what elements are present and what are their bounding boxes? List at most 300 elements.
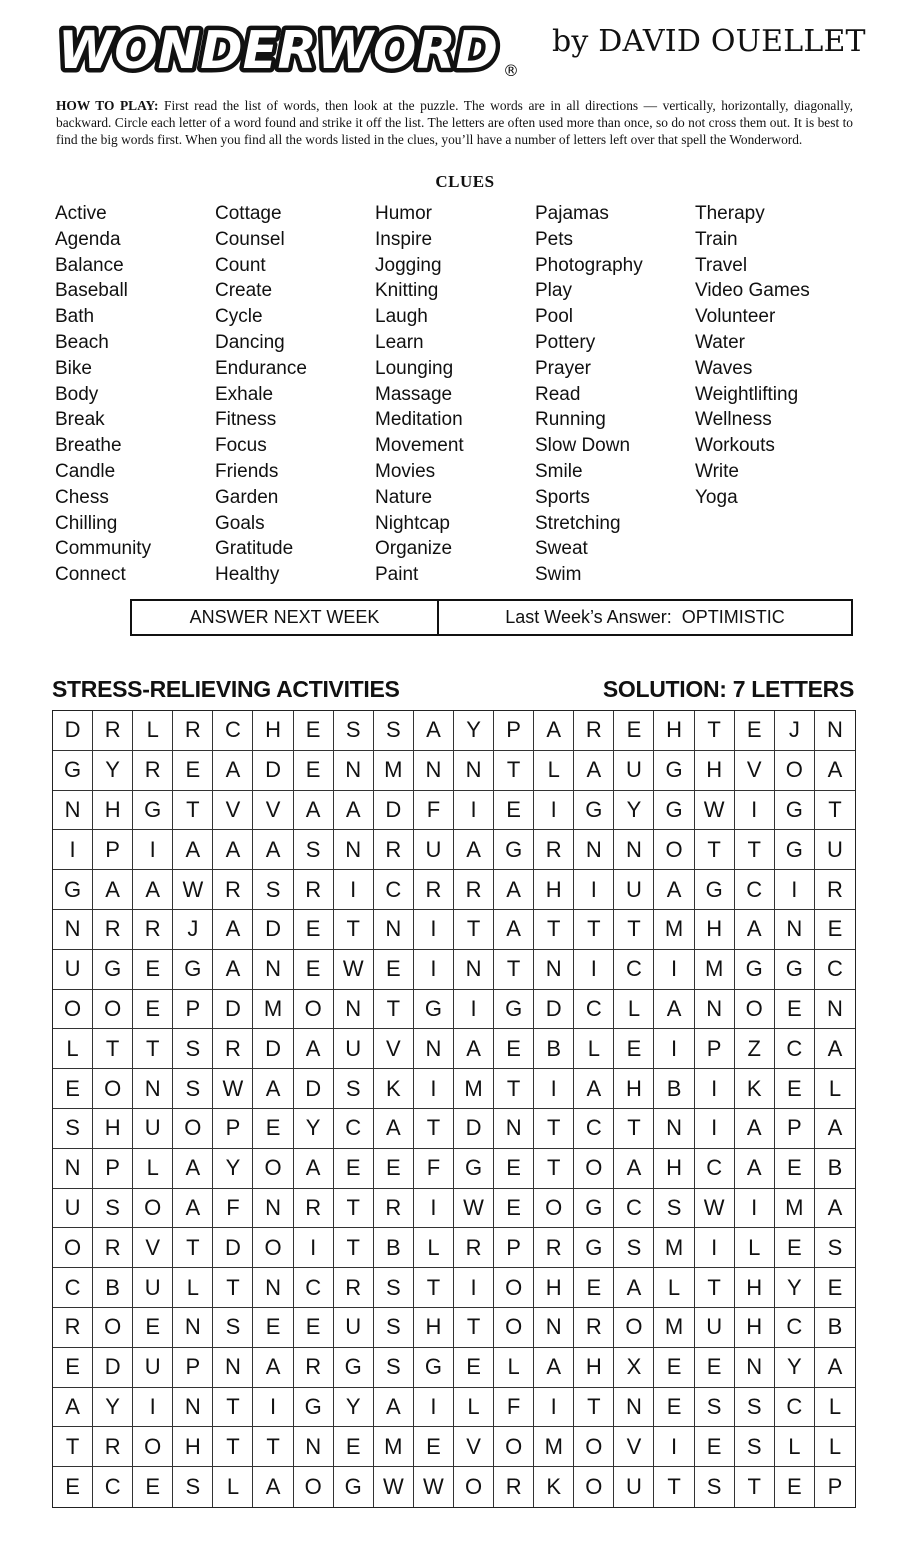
clue-word[interactable]: Swim [535,564,582,586]
grid-cell[interactable]: F [414,791,454,831]
grid-cell[interactable]: T [334,910,374,950]
grid-cell[interactable]: S [374,1348,414,1388]
grid-cell[interactable]: I [654,950,694,990]
clue-word[interactable]: Movement [375,435,464,457]
grid-cell[interactable]: L [213,1467,253,1507]
grid-cell[interactable]: W [334,950,374,990]
grid-cell[interactable]: O [614,1308,654,1348]
grid-cell[interactable]: L [534,751,574,791]
clue-word[interactable]: Pottery [535,331,596,353]
grid-cell[interactable]: L [454,1388,494,1428]
grid-cell[interactable]: A [374,1109,414,1149]
grid-cell[interactable]: T [334,1228,374,1268]
grid-cell[interactable]: S [334,1069,374,1109]
grid-cell[interactable]: A [494,870,534,910]
clue-word[interactable]: Focus [215,435,267,457]
grid-cell[interactable]: I [695,1109,735,1149]
grid-cell[interactable]: M [654,910,694,950]
clue-word[interactable]: Movies [375,460,436,482]
grid-cell[interactable]: O [494,1308,534,1348]
grid-cell[interactable]: F [494,1388,534,1428]
grid-cell[interactable]: U [53,1189,93,1229]
clue-word[interactable]: Friends [215,460,279,482]
grid-cell[interactable]: I [735,791,775,831]
grid-cell[interactable]: E [775,990,815,1030]
grid-cell[interactable]: R [213,870,253,910]
grid-cell[interactable]: R [334,1268,374,1308]
grid-cell[interactable]: A [294,791,334,831]
grid-cell[interactable]: C [574,1109,614,1149]
clue-word[interactable]: Organize [375,538,453,560]
grid-cell[interactable]: E [334,1149,374,1189]
grid-cell[interactable]: E [53,1348,93,1388]
grid-cell[interactable]: A [614,1149,654,1189]
clue-word[interactable]: Read [535,383,581,405]
grid-cell[interactable]: M [454,1069,494,1109]
grid-cell[interactable]: G [695,870,735,910]
grid-cell[interactable]: L [815,1427,855,1467]
clue-word[interactable]: Video Games [695,280,810,302]
clue-word[interactable]: Cycle [215,306,263,328]
grid-cell[interactable]: T [414,1268,454,1308]
grid-cell[interactable]: A [294,1149,334,1189]
grid-cell[interactable]: G [334,1348,374,1388]
grid-cell[interactable]: T [173,791,213,831]
clue-word[interactable]: Jogging [375,254,442,276]
grid-cell[interactable]: A [614,1268,654,1308]
grid-cell[interactable]: F [213,1189,253,1229]
grid-cell[interactable]: L [173,1268,213,1308]
grid-cell[interactable]: I [775,870,815,910]
grid-cell[interactable]: Y [334,1388,374,1428]
clue-word[interactable]: Counsel [215,228,285,250]
grid-cell[interactable]: H [253,711,293,751]
grid-cell[interactable]: I [695,1228,735,1268]
grid-cell[interactable]: C [213,711,253,751]
grid-cell[interactable]: S [93,1189,133,1229]
grid-cell[interactable]: R [213,1029,253,1069]
grid-cell[interactable]: E [53,1069,93,1109]
grid-cell[interactable]: E [654,1348,694,1388]
grid-cell[interactable]: H [735,1268,775,1308]
clue-word[interactable]: Active [55,203,107,224]
grid-cell[interactable]: V [374,1029,414,1069]
grid-cell[interactable]: C [775,1029,815,1069]
grid-cell[interactable]: D [93,1348,133,1388]
grid-cell[interactable]: C [53,1268,93,1308]
grid-cell[interactable]: E [414,1427,454,1467]
grid-cell[interactable]: N [815,711,855,751]
grid-cell[interactable]: H [414,1308,454,1348]
grid-cell[interactable]: I [334,870,374,910]
grid-cell[interactable]: G [494,990,534,1030]
grid-cell[interactable]: W [414,1467,454,1507]
grid-cell[interactable]: I [253,1388,293,1428]
grid-cell[interactable]: P [695,1029,735,1069]
grid-cell[interactable]: R [534,1228,574,1268]
grid-cell[interactable]: G [133,791,173,831]
grid-cell[interactable]: O [133,1189,173,1229]
grid-cell[interactable]: S [213,1308,253,1348]
grid-cell[interactable]: H [614,1069,654,1109]
grid-cell[interactable]: O [494,1427,534,1467]
grid-cell[interactable]: A [654,870,694,910]
clue-word[interactable]: Water [695,331,745,353]
grid-cell[interactable]: C [574,990,614,1030]
grid-cell[interactable]: M [374,1427,414,1467]
grid-cell[interactable]: R [173,711,213,751]
grid-cell[interactable]: E [494,791,534,831]
grid-cell[interactable]: S [815,1228,855,1268]
clue-word[interactable]: Stretching [535,512,621,534]
grid-cell[interactable]: I [574,870,614,910]
grid-cell[interactable]: S [614,1228,654,1268]
grid-cell[interactable]: I [574,950,614,990]
grid-cell[interactable]: R [93,1427,133,1467]
grid-cell[interactable]: A [534,1348,574,1388]
grid-cell[interactable]: F [414,1149,454,1189]
grid-cell[interactable]: H [93,791,133,831]
grid-cell[interactable]: S [294,830,334,870]
grid-cell[interactable]: E [695,1427,735,1467]
clue-word[interactable]: Baseball [55,280,128,302]
grid-cell[interactable]: D [253,751,293,791]
clue-word[interactable]: Beach [55,331,109,353]
grid-cell[interactable]: B [815,1308,855,1348]
clue-word[interactable]: Count [215,254,266,276]
grid-cell[interactable]: N [815,990,855,1030]
clue-word[interactable]: Lounging [375,357,454,379]
grid-cell[interactable]: B [534,1029,574,1069]
clue-word[interactable]: Pajamas [535,203,609,224]
grid-cell[interactable]: T [534,1149,574,1189]
clue-word[interactable]: Agenda [55,228,121,250]
grid-cell[interactable]: M [695,950,735,990]
grid-cell[interactable]: E [374,1149,414,1189]
grid-cell[interactable]: E [494,1149,534,1189]
grid-cell[interactable]: U [695,1308,735,1348]
clue-word[interactable]: Yoga [695,486,738,508]
grid-cell[interactable]: W [173,870,213,910]
grid-cell[interactable]: E [695,1348,735,1388]
grid-cell[interactable]: E [775,1149,815,1189]
grid-cell[interactable]: A [815,1348,855,1388]
grid-cell[interactable]: N [454,751,494,791]
clue-word[interactable]: Prayer [535,357,591,379]
grid-cell[interactable]: O [133,1427,173,1467]
clue-word[interactable]: Running [535,409,606,431]
grid-cell[interactable]: A [173,830,213,870]
grid-cell[interactable]: P [173,1348,213,1388]
grid-cell[interactable]: S [374,1308,414,1348]
clue-word[interactable]: Body [55,383,99,405]
grid-cell[interactable]: O [735,990,775,1030]
grid-cell[interactable]: D [53,711,93,751]
grid-cell[interactable]: I [534,1388,574,1428]
grid-cell[interactable]: S [735,1427,775,1467]
clue-word[interactable]: Learn [375,331,424,353]
grid-cell[interactable]: G [414,990,454,1030]
clue-word[interactable]: Chilling [55,512,118,534]
grid-cell[interactable]: U [614,870,654,910]
clue-word[interactable]: Inspire [375,228,433,250]
grid-cell[interactable]: R [454,870,494,910]
grid-cell[interactable]: P [173,990,213,1030]
grid-cell[interactable]: R [294,1189,334,1229]
grid-cell[interactable]: L [815,1069,855,1109]
grid-cell[interactable]: D [534,990,574,1030]
grid-cell[interactable]: N [253,950,293,990]
grid-cell[interactable]: E [815,1268,855,1308]
grid-cell[interactable]: O [253,1228,293,1268]
clue-word[interactable]: Exhale [215,383,274,405]
grid-cell[interactable]: M [654,1228,694,1268]
grid-cell[interactable]: A [815,1189,855,1229]
clue-word[interactable]: Write [695,460,739,482]
grid-cell[interactable]: I [133,1388,173,1428]
grid-cell[interactable]: T [494,751,534,791]
grid-cell[interactable]: R [93,910,133,950]
grid-cell[interactable]: J [775,711,815,751]
grid-cell[interactable]: N [253,1189,293,1229]
grid-cell[interactable]: T [695,711,735,751]
grid-cell[interactable]: C [614,950,654,990]
grid-cell[interactable]: N [53,910,93,950]
grid-cell[interactable]: A [735,910,775,950]
grid-cell[interactable]: K [735,1069,775,1109]
grid-cell[interactable]: R [414,870,454,910]
grid-cell[interactable]: N [534,950,574,990]
grid-cell[interactable]: T [695,1268,735,1308]
grid-cell[interactable]: T [93,1029,133,1069]
grid-cell[interactable]: S [253,870,293,910]
grid-cell[interactable]: Y [454,711,494,751]
grid-cell[interactable]: A [574,1069,614,1109]
grid-cell[interactable]: T [334,1189,374,1229]
grid-cell[interactable]: N [53,791,93,831]
grid-cell[interactable]: U [815,830,855,870]
grid-cell[interactable]: O [294,1467,334,1507]
grid-cell[interactable]: E [374,950,414,990]
grid-cell[interactable]: E [294,950,334,990]
clue-word[interactable]: Endurance [215,357,307,379]
grid-cell[interactable]: S [695,1467,735,1507]
grid-cell[interactable]: V [133,1228,173,1268]
grid-cell[interactable]: L [815,1388,855,1428]
grid-cell[interactable]: V [735,751,775,791]
grid-cell[interactable]: T [574,910,614,950]
grid-cell[interactable]: I [454,1268,494,1308]
clue-word[interactable]: Wellness [695,409,772,431]
clue-word[interactable]: Pets [535,228,574,250]
grid-cell[interactable]: T [614,910,654,950]
grid-cell[interactable]: D [454,1109,494,1149]
grid-cell[interactable]: I [414,1189,454,1229]
grid-cell[interactable]: A [253,1467,293,1507]
grid-cell[interactable]: R [374,830,414,870]
grid-cell[interactable]: H [695,910,735,950]
clue-word[interactable]: Workouts [695,435,775,457]
grid-cell[interactable]: K [534,1467,574,1507]
grid-cell[interactable]: D [294,1069,334,1109]
grid-cell[interactable]: A [253,830,293,870]
grid-cell[interactable]: E [294,711,334,751]
clue-word[interactable]: Meditation [375,409,463,431]
grid-cell[interactable]: B [654,1069,694,1109]
grid-cell[interactable]: C [735,870,775,910]
grid-cell[interactable]: N [654,1109,694,1149]
grid-cell[interactable]: S [695,1388,735,1428]
grid-cell[interactable]: B [93,1268,133,1308]
grid-cell[interactable]: G [494,830,534,870]
grid-cell[interactable]: H [735,1308,775,1348]
grid-cell[interactable]: A [133,870,173,910]
clue-word[interactable]: Connect [55,564,126,586]
grid-cell[interactable]: U [334,1308,374,1348]
grid-cell[interactable]: G [454,1149,494,1189]
grid-cell[interactable]: Y [294,1109,334,1149]
grid-cell[interactable]: M [374,751,414,791]
clue-word[interactable]: Candle [55,460,116,482]
grid-cell[interactable]: A [334,791,374,831]
grid-cell[interactable]: R [534,830,574,870]
grid-cell[interactable]: T [534,910,574,950]
grid-cell[interactable]: E [294,1308,334,1348]
grid-cell[interactable]: D [253,1029,293,1069]
clue-word[interactable]: Bike [55,357,92,379]
grid-cell[interactable]: E [173,751,213,791]
grid-cell[interactable]: O [93,990,133,1030]
grid-cell[interactable]: H [695,751,735,791]
grid-cell[interactable]: E [775,1069,815,1109]
grid-cell[interactable]: C [93,1467,133,1507]
grid-cell[interactable]: A [173,1149,213,1189]
grid-cell[interactable]: E [614,711,654,751]
grid-cell[interactable]: A [213,830,253,870]
grid-cell[interactable]: I [294,1228,334,1268]
clue-word[interactable]: Slow Down [535,435,631,457]
clue-word[interactable]: Break [55,409,105,431]
clue-word[interactable]: Cottage [215,203,282,224]
grid-cell[interactable]: T [133,1029,173,1069]
grid-cell[interactable]: A [735,1109,775,1149]
grid-cell[interactable]: L [133,1149,173,1189]
grid-cell[interactable]: R [294,1348,334,1388]
clue-word[interactable]: Travel [695,254,748,276]
grid-cell[interactable]: C [374,870,414,910]
grid-cell[interactable]: N [775,910,815,950]
clue-word[interactable]: Paint [375,564,419,586]
grid-cell[interactable]: P [213,1109,253,1149]
clue-word[interactable]: Waves [695,357,753,379]
grid-cell[interactable]: I [454,791,494,831]
grid-cell[interactable]: T [614,1109,654,1149]
grid-cell[interactable]: H [654,711,694,751]
grid-cell[interactable]: L [614,990,654,1030]
grid-cell[interactable]: R [93,711,133,751]
clue-word[interactable]: Community [55,538,152,560]
grid-cell[interactable]: G [735,950,775,990]
clue-word[interactable]: Balance [55,254,124,276]
grid-cell[interactable]: V [614,1427,654,1467]
grid-cell[interactable]: G [654,751,694,791]
grid-cell[interactable]: A [374,1388,414,1428]
grid-cell[interactable]: T [574,1388,614,1428]
grid-cell[interactable]: W [374,1467,414,1507]
grid-cell[interactable]: O [574,1427,614,1467]
grid-cell[interactable]: N [494,1109,534,1149]
grid-cell[interactable]: A [494,910,534,950]
clue-word[interactable]: Chess [55,486,109,508]
grid-cell[interactable]: M [534,1427,574,1467]
grid-cell[interactable]: T [374,990,414,1030]
grid-cell[interactable]: T [253,1427,293,1467]
grid-cell[interactable]: T [494,950,534,990]
grid-cell[interactable]: O [654,830,694,870]
grid-cell[interactable]: G [53,751,93,791]
grid-cell[interactable]: E [294,751,334,791]
grid-cell[interactable]: I [414,1388,454,1428]
grid-cell[interactable]: H [534,1268,574,1308]
grid-cell[interactable]: D [213,1228,253,1268]
grid-cell[interactable]: E [614,1029,654,1069]
grid-cell[interactable]: W [213,1069,253,1109]
grid-cell[interactable]: I [534,791,574,831]
clue-word[interactable]: Weightlifting [695,383,799,405]
grid-cell[interactable]: N [253,1268,293,1308]
clue-word[interactable]: Humor [375,203,433,224]
grid-cell[interactable]: O [775,751,815,791]
grid-cell[interactable]: I [414,910,454,950]
clue-word[interactable]: Dancing [215,331,285,353]
grid-cell[interactable]: A [735,1149,775,1189]
grid-cell[interactable]: N [614,1388,654,1428]
grid-cell[interactable]: Y [93,751,133,791]
grid-cell[interactable]: A [213,950,253,990]
grid-cell[interactable]: T [213,1427,253,1467]
grid-cell[interactable]: W [695,791,735,831]
grid-cell[interactable]: G [53,870,93,910]
grid-cell[interactable]: S [374,711,414,751]
grid-cell[interactable]: I [53,830,93,870]
grid-cell[interactable]: A [815,751,855,791]
grid-cell[interactable]: O [534,1189,574,1229]
grid-cell[interactable]: G [775,791,815,831]
grid-cell[interactable]: R [133,751,173,791]
clue-word[interactable]: Healthy [215,564,280,586]
grid-cell[interactable]: Y [93,1388,133,1428]
grid-cell[interactable]: W [695,1189,735,1229]
grid-cell[interactable]: L [53,1029,93,1069]
grid-cell[interactable]: S [173,1069,213,1109]
grid-cell[interactable]: E [574,1268,614,1308]
grid-cell[interactable]: G [414,1348,454,1388]
grid-cell[interactable]: T [815,791,855,831]
grid-cell[interactable]: I [534,1069,574,1109]
grid-cell[interactable]: M [775,1189,815,1229]
grid-cell[interactable]: R [133,910,173,950]
grid-cell[interactable]: P [827,1474,843,1500]
grid-cell[interactable]: L [654,1268,694,1308]
grid-cell[interactable]: N [334,990,374,1030]
grid-cell[interactable]: T [414,1109,454,1149]
grid-cell[interactable]: T [53,1427,93,1467]
grid-cell[interactable]: E [334,1427,374,1467]
grid-cell[interactable]: B [815,1149,855,1189]
grid-cell[interactable]: A [815,1109,855,1149]
grid-cell[interactable]: N [414,751,454,791]
grid-cell[interactable]: N [574,830,614,870]
